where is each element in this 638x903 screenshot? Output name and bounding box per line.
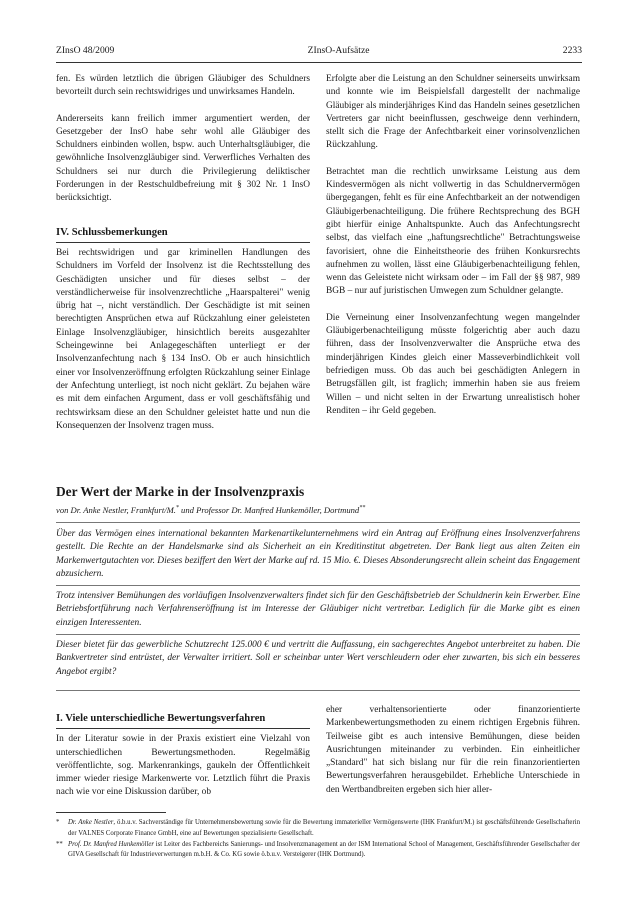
footnote-text: , ö.b.u.v. Sachverständige für Unternehmensbewertung sowie für die Bewertung immaterieller Vermögenswerte (IHK Frankfurt/M.) ist geschäftsführende Gesellschafterin der VALNES Corporate Finance GmbH, eine auf Bewertungen spezialisierte Gesellschaft. xyxy=(68,819,580,837)
footnotes xyxy=(56,818,580,861)
paragraph: Erfolgte aber die Leistung an den Schuldner seinerseits unwirksam und konnte wie im Beispielsfall dargestellt der nachmalige Gläubiger als minderjähriges Kind das Handeln seines gesetzlichen Vertreters gar nicht beeinflussen, geschweige denn verhindern, stellt sich die Frage der Anfechtbarkeit einer vorinsolvenzlichen Rückzahlung. xyxy=(326,74,580,151)
author-1: von Dr. Anke Nestler, Frankfurt/M. xyxy=(56,505,176,515)
section-label: ZInsO-Aufsätze xyxy=(307,45,370,56)
header-rule xyxy=(56,62,582,63)
paragraph: Andererseits kann freilich immer argumentiert werden, der Gesetzgeber der InsO habe sehr wohl alle Gläubiger des Schuldners einbinden wollen, bspw. auch Unterhaltsgläubiger, die gewöhnliche Insolvenzgläubiger sind. Verwerfliches Verhalten des Schuldners sei nur durch die Privilegierung deliktischer Forderungen in der Restschuldbefreiung mit § 302 Nr. 1 InsO berücksichtigt. xyxy=(56,113,310,204)
abstract xyxy=(56,528,580,679)
top-right-column xyxy=(326,73,580,418)
abstract-bottom-rule xyxy=(56,690,580,691)
abstract-paragraph: Trotz intensiver Bemühungen des vorläufigen Insolvenzverwalters findet sich für den Geschäftsbetrieb der Schuldnerin kein Erwerber. Eine Betriebsfortführung nach Verfahrenseröffnung ist im Interesse der Gläubiger nicht vertretbar. Lediglich für die Marke gibt es einen einzigen Interessenten. xyxy=(56,591,580,628)
paragraph: Die Verneinung einer Insolvenzanfechtung wegen mangelnder Gläubigerbenachteiligung müsste folgerichtig aber auch dazu führen, dass der Insolvenzverwalter die Ansprüche etwa des minderjährigen Kindes gleich einer Masseverbindlichkeit voll befriedigen muss. Ob das auch bei geschädigten Anlegern in Betrugsfällen gilt, ist fraglich; immerhin haben sie aus freiem Willen – und nicht selten in der Erwartung unrealistisch hoher Renditen – ihr Geld gegeben. xyxy=(326,312,580,416)
section-i-right-column xyxy=(326,704,580,797)
top-left-column xyxy=(56,73,310,433)
footnote-rule xyxy=(56,812,166,813)
section-heading-i: I. Viele unterschiedliche Bewertungsverfahren xyxy=(56,712,310,729)
page-number: 2233 xyxy=(562,45,582,56)
paragraph: In der Literatur sowie in der Praxis existiert eine Vielzahl von unterschiedlichen Bewertungsmethoden. Regelmäßig veröffentlichte, sog. Markenrankings, gaukeln der Öffentlichkeit immer wieder riesige Markenwerte vor. Letztlich führt die Praxis nach wie vor eine Diskussion darüber, ob xyxy=(56,734,310,798)
footnote-mark: * xyxy=(56,819,60,826)
footnote-mark: ** xyxy=(359,505,366,512)
paragraph: fen. Es würden letztlich die übrigen Gläubiger des Schuldners bevorteilt durch sein rechtswidriges und unwirksames Handeln. xyxy=(56,74,310,98)
footnote-mark: ** xyxy=(56,840,63,848)
footnote xyxy=(56,840,580,862)
abstract-top-rule xyxy=(56,522,580,523)
paragraph: Betrachtet man die rechtlich unwirksame Leistung aus dem Kindesvermögen als nicht vollwertig in das Schuldnervermögen übergegangen, fehlt es für eine Anfechtbarkeit an der notwendigen Gläubigerbenachteiligung. Die frühere Rechtsprechung des BGH gibt hierfür einige Anhaltspunkte. Auch das Anfechtungsrecht selbst, das vielfach eine „haftungsrechtliche" Betrachtungsweise favorisiert, ohne die Einheitstheorie des frühen Konkursrechts aufnehmen zu wollen, lässt eine Gläubigerbenachteiligung fehlen, wenn das Geleistete nicht wirksam oder – im Fall der §§ 987, 989 BGB – nur auf juristischen Umwegen zum Schuldner gelangte. xyxy=(326,166,580,297)
running-header xyxy=(56,45,582,61)
paragraph: Bei rechtswidrigen und gar kriminellen Handlungen des Schuldners im Vorfeld der Insolvenz ist die Rechtsstellung des Geschädigten unsicher und für dieses selbst – der verständlicherweise für insolvenzrechtliche „Haarspalterei" wenig übrig hat –, nicht verständlich. Der Geschädigte ist mit seinen berechtigten Ansprüchen etwa auf Rückzahlung einer geleisteten Einlage Insolvenzgläubiger, hinsichtlich bereits ausgezahlter Scheingewinne bei Anlagegeschäften unterliegt er der Insolvenzanfechtung nach § 134 InsO. Ob er auch hinsichtlich einer vor Insolvenzeröffnung erfolgten Rückzahlung seiner Einlage der Anfechtung unterliegt, ist noch nicht geklärt. Zu bejahen wäre es mit dem einfachen Argument, dass er voll geschäftsfähig und rechtswirksam diese an den Schuldner geleistet hatte und nun die Konsequenzen der Insolvenz tragen muss. xyxy=(56,247,310,431)
footnote-mark: * xyxy=(175,505,179,512)
footnote-text: ist Leiter des Fachbereichs Sanierungs- und Insolvenzmanagement an der ISM International School of Management, Geschäftsführender Gesellschafter der GIVA Gesellschaft für Industrieverwertungen m.b.H. & Co. KG sowie ö.b.u.v. Versteigerer (IHK Dortmund). xyxy=(68,840,580,859)
byline xyxy=(56,505,365,515)
footnote-author: Dr. Anke Nestler xyxy=(68,819,114,826)
abstract-paragraph: Dieser bietet für das gewerbliche Schutzrecht 125.000 € und vertritt die Auffassung, ein sachgerechtes Angebot unterbreitet zu haben. Die Bankvertreter sind entrüstet, der Verwalter irritiert. Soll er scheinbar unter Wert verschleudern oder eher zuwarten, bis sich ein besseres Angebot ergibt? xyxy=(56,640,580,677)
author-2: und Professor Dr. Manfred Hunkemöller, Dortmund xyxy=(178,505,360,515)
section-heading-iv: IV. Schlussbemerkungen xyxy=(56,226,310,243)
footnote xyxy=(56,818,580,840)
section-i-left-column xyxy=(56,712,310,800)
article-title: Der Wert der Marke in der Insolvenzpraxis xyxy=(56,484,305,499)
journal-issue: ZInsO 48/2009 xyxy=(56,45,115,56)
footnote-author: Prof. Dr. Manfred Hunkemöller xyxy=(68,840,154,848)
paragraph: eher verhaltensorientierte oder finanzorientierte Markenbewertungsmethoden zu einem richtigen Ergebnis führen. Teilweise gibt es auch intensive Bemühungen, diese beiden Ausrichtungen miteinander zu verbinden. Ein einheitlicher „Standard" hat sich bislang nur für die rein finanzorientierten Bewertungsverfahren herausgebildet. Erhebliche Unterschiede in den Wertbandbreiten ergeben sich hier aller- xyxy=(326,705,580,795)
abstract-paragraph: Über das Vermögen eines international bekannten Markenartikelunternehmens wird ein Antrag auf Eröffnung eines Insolvenzverfahrens gestellt. Die Rechte an der Handelsmarke sind als Sicherheit an ein Kreditinstitut abgetreten. Der Bank liegt aus alten Zeiten ein Markenwertgutachten vor. Dieses beziffert den Wert der Marke auf rd. 15 Mio. €. Dieses Absonderungsrecht allein scheint das Engagement abzusichern. xyxy=(56,529,580,579)
